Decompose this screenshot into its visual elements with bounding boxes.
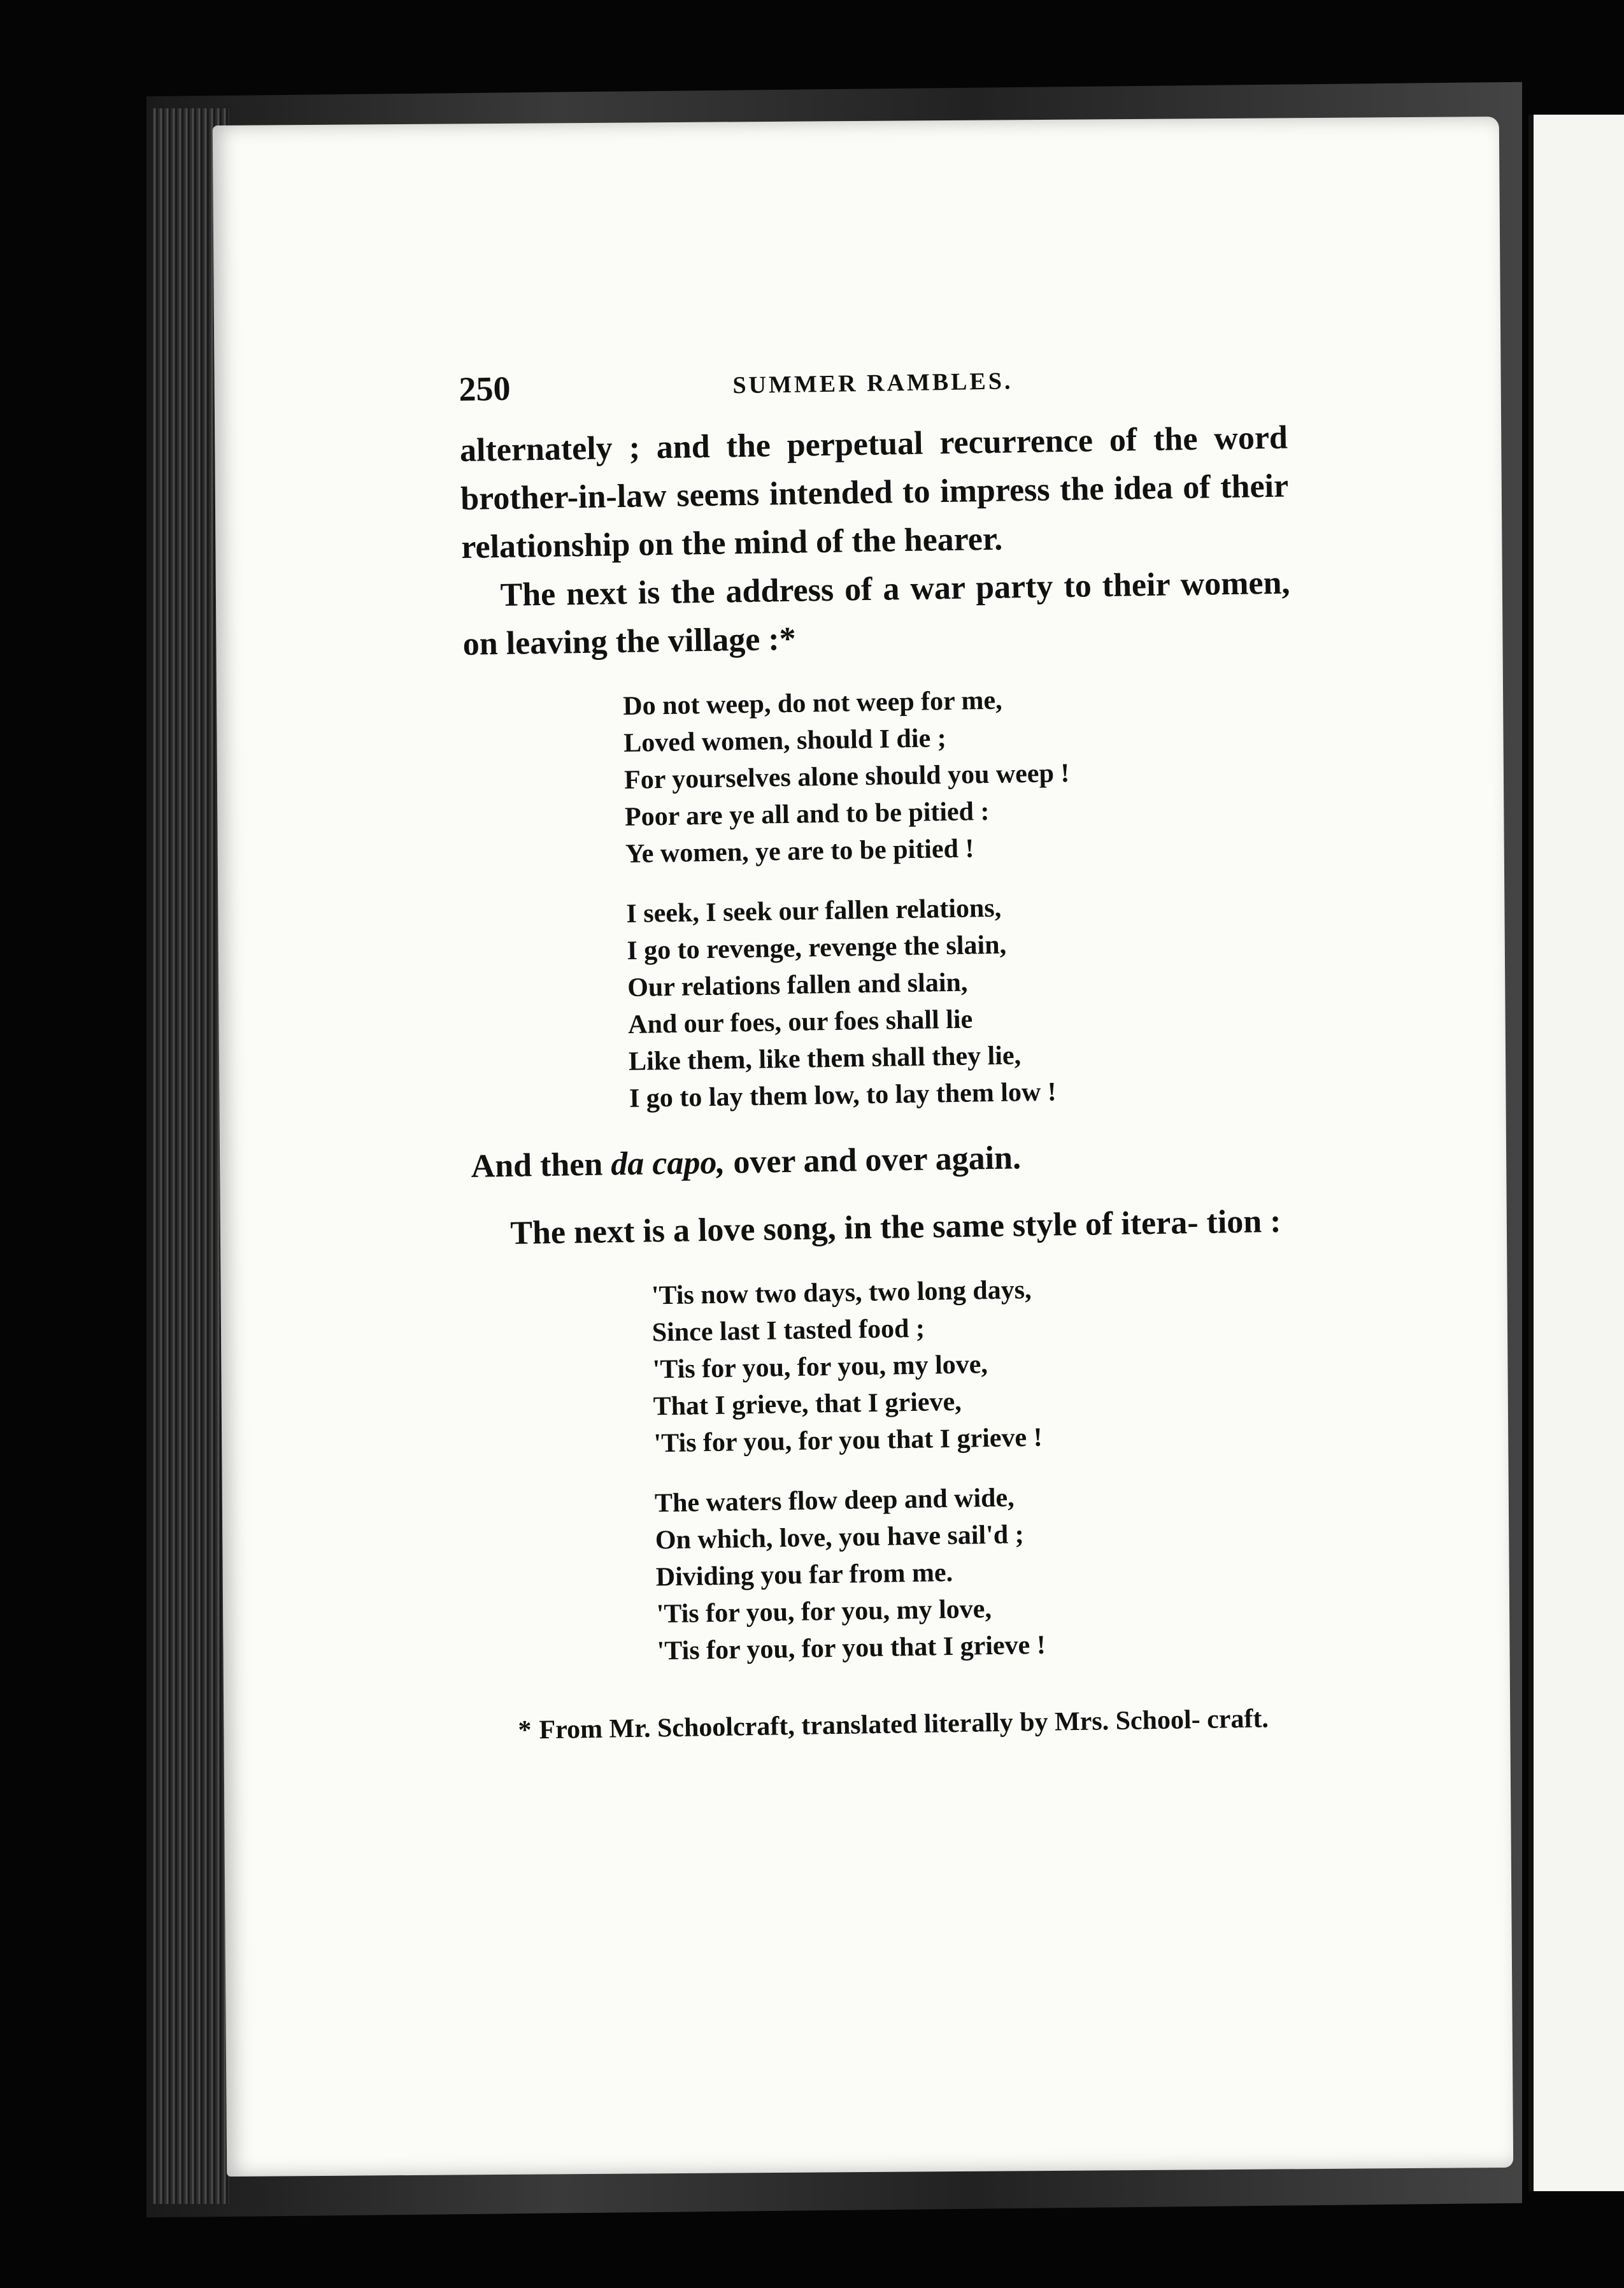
verse-line: I seek, I seek our fallen relations,	[626, 893, 1002, 929]
verse-line: And our foes, our foes shall lie	[627, 1005, 973, 1040]
intro-paragraph: alternately ; and the perpetual recurrence of the word brother-in-law seems intended to impress the idea of their relationship on the mind of the hearer.	[459, 419, 1289, 566]
verse-line: Dividing you far from me.	[655, 1558, 953, 1592]
verse-line: Like them, like them shall they lie,	[628, 1041, 1022, 1076]
war-song-stanza-2	[626, 885, 1317, 1117]
verse-line: 'Tis for you, for you that I grieve !	[657, 1630, 1046, 1666]
verse-line: Since last I tasted food ;	[652, 1313, 925, 1348]
da-capo-before: And then	[471, 1146, 611, 1185]
footnote-text: From Mr. Schoolcraft, translated literally by Mrs. School- craft.	[539, 1704, 1269, 1745]
verse-line: Loved women, should I die ;	[623, 724, 946, 758]
war-song	[464, 677, 1317, 1120]
verse-line: 'Tis for you, for you that I grieve !	[653, 1422, 1043, 1459]
verse-line: On which, love, you have sail'd ;	[655, 1520, 1024, 1555]
verse-line: I go to revenge, revenge the slain,	[627, 930, 1007, 966]
page-content	[459, 356, 1328, 1778]
verse-line: Our relations fallen and slain,	[627, 968, 968, 1003]
love-song-intro: The next is a love song, in the same style of itera- tion :	[509, 1203, 1281, 1252]
verse-line: Do not weep, do not weep for me,	[622, 685, 1002, 722]
war-song-stanza-1	[623, 677, 1313, 873]
verse-line: For yourselves alone should you weep !	[623, 759, 1070, 795]
running-title: SUMMER RAMBLES.	[732, 368, 1013, 399]
facing-page-edge	[1528, 115, 1624, 2191]
verse-line: 'Tis now two days, two long days,	[651, 1275, 1032, 1311]
verse-line: 'Tis for you, for you, my love,	[656, 1594, 992, 1629]
da-capo-after: over and over again.	[724, 1140, 1022, 1181]
verse-line: I go to lay them low, to lay them low !	[629, 1077, 1057, 1113]
love-song-stanza-1	[651, 1267, 1322, 1462]
footnote-marker: *	[518, 1715, 532, 1745]
da-capo-italic: da capo,	[610, 1144, 725, 1183]
verse-line: 'Tis for you, for you, my love,	[652, 1350, 988, 1385]
love-song	[473, 1267, 1326, 1673]
verse-line: Ye women, ye are to be pitied !	[625, 834, 974, 869]
footnote	[480, 1698, 1308, 1751]
page-number: 250	[459, 369, 511, 408]
verse-line: That I grieve, that I grieve,	[653, 1387, 962, 1422]
verse-line: Poor are ye all and to be pitied :	[624, 796, 990, 832]
love-song-stanza-2	[655, 1475, 1326, 1670]
verse-line: The waters flow deep and wide,	[654, 1483, 1015, 1519]
war-song-intro: The next is the address of a war party to their women, on leaving the village :*	[462, 564, 1290, 662]
